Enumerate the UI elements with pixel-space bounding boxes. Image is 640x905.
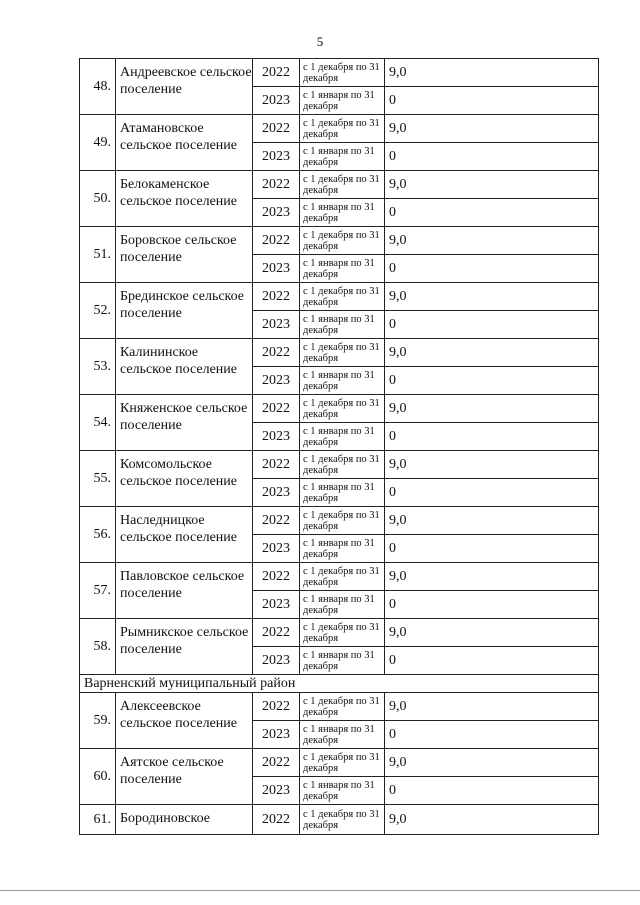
year-cell: 2022 [253, 451, 300, 479]
settlements-table-body [80, 59, 599, 835]
period-cell: с 1 декабря по 31 декабря [300, 749, 385, 777]
period-cell: с 1 декабря по 31 декабря [300, 619, 385, 647]
period-cell: с 1 января по 31 декабря [300, 535, 385, 563]
table-row [80, 339, 599, 367]
year-cell: 2023 [253, 479, 300, 507]
table-row [80, 507, 599, 535]
settlement-name: Андреевское сельское поселение [116, 59, 253, 115]
rate-cell: 9,0 [385, 59, 599, 87]
page-bottom-edge [0, 890, 640, 891]
table-row [80, 227, 599, 255]
settlement-name: Брединское сельское поселение [116, 283, 253, 339]
rate-cell: 9,0 [385, 395, 599, 423]
table-row [80, 283, 599, 311]
row-number: 51. [80, 227, 116, 283]
period-cell: с 1 декабря по 31 декабря [300, 805, 385, 835]
year-cell: 2022 [253, 619, 300, 647]
table-row [80, 171, 599, 199]
year-cell: 2023 [253, 87, 300, 115]
row-number: 54. [80, 395, 116, 451]
rate-cell: 9,0 [385, 693, 599, 721]
settlement-name: Рымникское сельское поселение [116, 619, 253, 675]
year-cell: 2023 [253, 367, 300, 395]
rate-cell: 0 [385, 199, 599, 227]
year-cell: 2022 [253, 395, 300, 423]
period-cell: с 1 января по 31 декабря [300, 199, 385, 227]
rate-cell: 0 [385, 479, 599, 507]
district-header-row [80, 675, 599, 693]
year-cell: 2023 [253, 255, 300, 283]
settlement-name: Наследницкое сельское поселение [116, 507, 253, 563]
year-cell: 2022 [253, 171, 300, 199]
year-cell: 2023 [253, 199, 300, 227]
settlement-name: Атамановское сельское поселение [116, 115, 253, 171]
rate-cell: 0 [385, 591, 599, 619]
rate-cell: 9,0 [385, 283, 599, 311]
row-number: 59. [80, 693, 116, 749]
period-cell: с 1 января по 31 декабря [300, 647, 385, 675]
row-number: 48. [80, 59, 116, 115]
period-cell: с 1 января по 31 декабря [300, 721, 385, 749]
period-cell: с 1 января по 31 декабря [300, 423, 385, 451]
period-cell: с 1 декабря по 31 декабря [300, 227, 385, 255]
settlement-name: Павловское сельское поселение [116, 563, 253, 619]
year-cell: 2022 [253, 283, 300, 311]
year-cell: 2022 [253, 749, 300, 777]
rate-cell: 9,0 [385, 227, 599, 255]
year-cell: 2022 [253, 805, 300, 835]
year-cell: 2023 [253, 721, 300, 749]
table-row [80, 59, 599, 87]
table-row [80, 115, 599, 143]
year-cell: 2023 [253, 143, 300, 171]
year-cell: 2022 [253, 115, 300, 143]
table-row [80, 619, 599, 647]
year-cell: 2023 [253, 535, 300, 563]
settlement-name: Алексеевское сельское поселение [116, 693, 253, 749]
period-cell: с 1 января по 31 декабря [300, 591, 385, 619]
year-cell: 2023 [253, 423, 300, 451]
row-number: 61. [80, 805, 116, 835]
row-number: 56. [80, 507, 116, 563]
period-cell: с 1 декабря по 31 декабря [300, 693, 385, 721]
rate-cell: 9,0 [385, 451, 599, 479]
rate-cell: 9,0 [385, 171, 599, 199]
settlement-name: Княженское сельское поселение [116, 395, 253, 451]
rate-cell: 9,0 [385, 339, 599, 367]
row-number: 52. [80, 283, 116, 339]
table-row [80, 563, 599, 591]
table-row [80, 805, 599, 835]
rate-cell: 9,0 [385, 749, 599, 777]
rate-cell: 0 [385, 311, 599, 339]
row-number: 53. [80, 339, 116, 395]
rate-cell: 9,0 [385, 507, 599, 535]
period-cell: с 1 января по 31 декабря [300, 87, 385, 115]
year-cell: 2022 [253, 339, 300, 367]
rate-cell: 9,0 [385, 805, 599, 835]
year-cell: 2023 [253, 311, 300, 339]
table-row [80, 693, 599, 721]
period-cell: с 1 января по 31 декабря [300, 777, 385, 805]
period-cell: с 1 декабря по 31 декабря [300, 283, 385, 311]
table-row [80, 749, 599, 777]
rate-cell: 9,0 [385, 563, 599, 591]
rate-cell: 0 [385, 255, 599, 283]
row-number: 57. [80, 563, 116, 619]
settlement-name: Калининское сельское поселение [116, 339, 253, 395]
year-cell: 2023 [253, 647, 300, 675]
row-number: 50. [80, 171, 116, 227]
year-cell: 2023 [253, 591, 300, 619]
period-cell: с 1 декабря по 31 декабря [300, 507, 385, 535]
rate-cell: 0 [385, 777, 599, 805]
period-cell: с 1 декабря по 31 декабря [300, 563, 385, 591]
settlement-name: Комсомольское сельское поселение [116, 451, 253, 507]
settlement-name: Боровское сельское поселение [116, 227, 253, 283]
rate-cell: 0 [385, 423, 599, 451]
row-number: 49. [80, 115, 116, 171]
district-title: Варненский муниципальный район [80, 675, 599, 693]
rate-cell: 0 [385, 367, 599, 395]
row-number: 55. [80, 451, 116, 507]
period-cell: с 1 января по 31 декабря [300, 143, 385, 171]
settlement-name: Аятское сельское поселение [116, 749, 253, 805]
rate-cell: 0 [385, 721, 599, 749]
year-cell: 2023 [253, 777, 300, 805]
period-cell: с 1 января по 31 декабря [300, 367, 385, 395]
rate-cell: 0 [385, 87, 599, 115]
settlements-table [79, 58, 599, 835]
period-cell: с 1 декабря по 31 декабря [300, 451, 385, 479]
rate-cell: 0 [385, 647, 599, 675]
period-cell: с 1 января по 31 декабря [300, 311, 385, 339]
period-cell: с 1 января по 31 декабря [300, 255, 385, 283]
settlement-name: Белокаменское сельское поселение [116, 171, 253, 227]
rate-cell: 0 [385, 143, 599, 171]
period-cell: с 1 декабря по 31 декабря [300, 339, 385, 367]
rate-cell: 9,0 [385, 115, 599, 143]
year-cell: 2022 [253, 227, 300, 255]
rate-cell: 9,0 [385, 619, 599, 647]
period-cell: с 1 декабря по 31 декабря [300, 115, 385, 143]
year-cell: 2022 [253, 59, 300, 87]
settlement-name: Бородиновское [116, 805, 253, 835]
table-row [80, 451, 599, 479]
table-row [80, 395, 599, 423]
year-cell: 2022 [253, 563, 300, 591]
row-number: 58. [80, 619, 116, 675]
rate-cell: 0 [385, 535, 599, 563]
period-cell: с 1 декабря по 31 декабря [300, 395, 385, 423]
row-number: 60. [80, 749, 116, 805]
year-cell: 2022 [253, 693, 300, 721]
period-cell: с 1 декабря по 31 декабря [300, 59, 385, 87]
year-cell: 2022 [253, 507, 300, 535]
period-cell: с 1 января по 31 декабря [300, 479, 385, 507]
page-number: 5 [316, 34, 324, 49]
period-cell: с 1 декабря по 31 декабря [300, 171, 385, 199]
